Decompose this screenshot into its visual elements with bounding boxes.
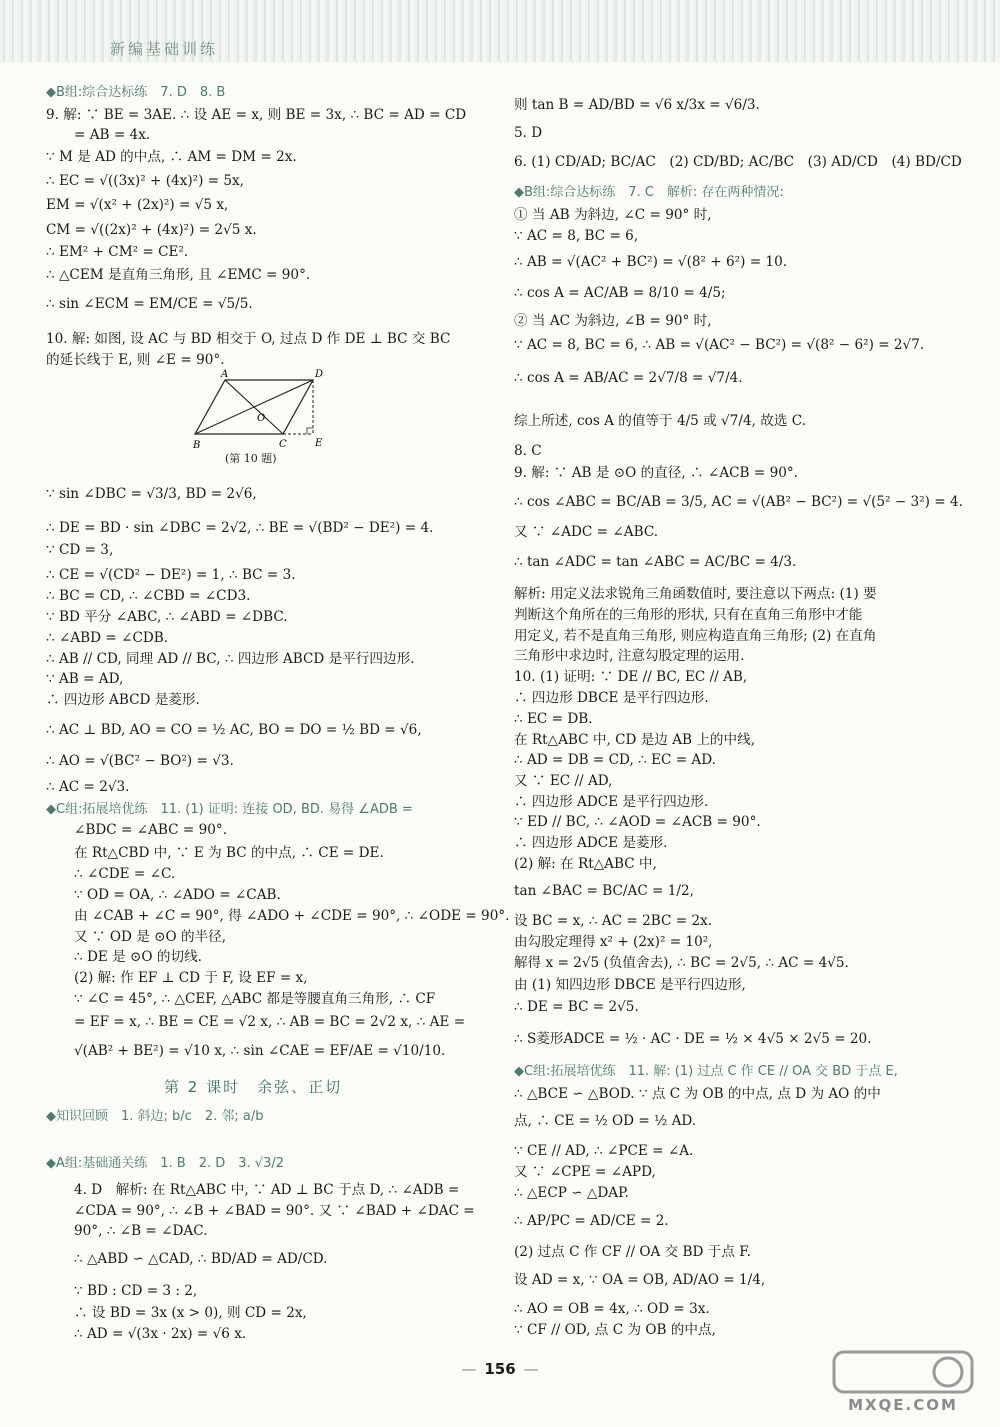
right-text-line: tan ∠BAC = BC/AC = 1/2, (514, 883, 694, 899)
right-text-line: 点, ∴ CE = ½ OD = ½ AD. (514, 1113, 697, 1129)
label-B: B (193, 440, 201, 451)
left-text-line: ∴ EC = √((3x)² + (4x)²) = 5x, (46, 173, 245, 189)
header-title: 新编基础训练 (110, 40, 219, 58)
left-text-line: ∵ BD : CD = 3 : 2, (74, 1283, 198, 1299)
left-text-line: ∴ △CEM 是直角三角形, 且 ∠EMC = 90°. (46, 267, 311, 283)
left-text-line: EM = √(x² + (2x)²) = √5 x, (46, 197, 229, 213)
left-text-line: ∴ ∠ABD = ∠CDB. (46, 630, 169, 646)
left-text-line: ∴ AC = 2√3. (46, 779, 130, 795)
left-text-line: ∴ △ABD ∽ △CAD, ∴ BD/AD = AD/CD. (74, 1251, 328, 1267)
left-text-line: ∴ AD = √(3x · 2x) = √6 x. (74, 1326, 247, 1342)
label-D: D (315, 369, 324, 380)
left-text-line: ∴ ∠CDE = ∠C. (74, 866, 176, 882)
right-text-line: 三角形中求边时, 注意勾股定理的运用. (514, 648, 745, 664)
left-text-line: ◆C组:拓展培优练 11. (1) 证明: 连接 OD, BD. 易得 ∠ADB = (46, 802, 413, 817)
label-A: A (221, 369, 229, 380)
label-O: O (257, 413, 266, 424)
right-text-line: ∴ cos A = AC/AB = 8/10 = 4/5; (514, 285, 726, 301)
right-text-line: (2) 过点 C 作 CF // OA 交 BD 于点 F. (514, 1244, 751, 1260)
right-text-line: 用定义, 若不是直角三角形, 则应构造直角三角形; (2) 在直角 (514, 628, 877, 644)
right-text-line: ∴ cos ∠ABC = BC/AB = 3/5, AC = √(AB² − BC²) = √(5² − 3²) = 4. (514, 494, 963, 510)
left-text-line: 10. 解: 如图, 设 AC 与 BD 相交于 O, 过点 D 作 DE ⊥ BC 交 BC (46, 331, 451, 347)
right-text-line: (2) 解: 在 Rt△ABC 中, (514, 856, 657, 872)
left-text-line: ∴ DE = BD · sin ∠DBC = 2√2, ∴ BE = √(BD² − DE²) = 4. (46, 520, 434, 536)
left-text-line: √(AB² + BE²) = √10 x, ∴ sin ∠CAE = EF/AE = √10/10. (74, 1043, 446, 1059)
right-text-line: 解得 x = 2√5 (负值舍去), ∴ BC = 2√5, ∴ AC = 4√5. (514, 955, 849, 971)
right-text-line: ∴ AB = √(AC² + BC²) = √(8² + 6²) = 10. (514, 254, 788, 270)
left-text-line: ∴ 四边形 ABCD 是菱形. (46, 692, 200, 708)
right-text-line: 又 ∵ EC // AD, (514, 773, 613, 789)
left-text-line: ∴ EM² + CM² = CE². (46, 244, 189, 260)
right-text-line: 设 AD = x, ∵ OA = OB, AD/AO = 1/4, (514, 1272, 766, 1288)
right-text-line: ◆C组:拓展培优练 11. 解: (1) 过点 C 作 CE // OA 交 BD 于点 E, (514, 1064, 898, 1079)
left-text-line: ∠BDC = ∠ABC = 90°. (74, 822, 228, 838)
left-text-line: 4. D 解析: 在 Rt△ABC 中, ∵ AD ⊥ BC 于点 D, ∴ ∠ADB = (74, 1182, 460, 1198)
right-text-line: ∴ 四边形 DBCE 是平行四边形. (514, 690, 709, 706)
left-text-line: CM = √((2x)² + (4x)²) = 2√5 x. (46, 222, 257, 238)
left-text-line: ∴ AO = √(BC² − BO²) = √3. (46, 753, 234, 769)
left-text-line: ∠CDA = 90°, ∴ ∠B + ∠BAD = 90°. 又 ∵ ∠BAD + ∠DAC = (74, 1203, 475, 1219)
left-text-line: ∴ 设 BD = 3x (x > 0), 则 CD = 2x, (74, 1305, 307, 1321)
right-text-line: 则 tan B = AD/BD = √6 x/3x = √6/3. (514, 97, 760, 113)
left-text-line: ◆B组:综合达标练 7. D 8. B (46, 85, 226, 100)
right-text-line: 5. D (514, 125, 543, 141)
page-number: — 156 — (461, 1360, 539, 1378)
right-text-line: 又 ∵ ∠ADC = ∠ABC. (514, 524, 659, 540)
left-text-line: ∵ OD = OA, ∴ ∠ADO = ∠CAB. (74, 887, 281, 903)
right-text-line: ∵ CE // AD, ∴ ∠PCE = ∠A. (514, 1143, 694, 1159)
left-text-line: ∴ DE 是 ⊙O 的切线. (74, 949, 202, 965)
left-text-line: = EF = x, ∴ BE = CE = √2 x, ∴ AB = BC = 2√2 x, ∴ AE = (74, 1014, 466, 1030)
figure-caption: (第 10 题) (225, 452, 277, 465)
left-text-line: 又 ∵ OD 是 ⊙O 的半径, (74, 929, 227, 945)
left-text-line: ∵ sin ∠DBC = √3/3, BD = 2√6, (46, 486, 257, 502)
left-text-line: ◆A组:基础通关练 1. B 2. D 3. √3/2 (46, 1156, 285, 1171)
right-text-line: ∴ △ECP ∽ △DAP. (514, 1185, 629, 1201)
label-E: E (315, 438, 323, 449)
right-text-line: ∵ AC = 8, BC = 6, (514, 228, 639, 244)
left-text-line: ∵ ∠C = 45°, ∴ △CEF, △ABC 都是等腰直角三角形, ∴ CF (74, 991, 436, 1007)
left-text-line: ∴ AB // CD, 同理 AD // BC, ∴ 四边形 ABCD 是平行四边形. (46, 651, 415, 667)
right-text-line: ∵ AC = 8, BC = 6, ∴ AB = √(AC² − BC²) = √(8² − 6²) = 2√7. (514, 337, 925, 353)
left-text-line: ∴ CE = √(CD² − DE²) = 1, ∴ BC = 3. (46, 567, 296, 583)
left-text-line: = AB = 4x. (74, 127, 151, 143)
right-text-line: ∴ 四边形 ADCE 是菱形. (514, 835, 668, 851)
right-text-line: ∴ △BCE ∽ △BOD. ∵ 点 C 为 OB 的中点, 点 D 为 AO 的中 (514, 1086, 881, 1102)
right-text-line: 在 Rt△ABC 中, CD 是边 AB 上的中线, (514, 732, 756, 748)
watermark-text: MXQE.COM (848, 1396, 958, 1414)
right-text-line: ∵ CF // OD, 点 C 为 OB 的中点, (514, 1322, 716, 1338)
right-text-line: 综上所述, cos A 的值等于 4/5 或 √7/4, 故选 C. (514, 413, 806, 429)
left-text-line: 由 ∠CAB + ∠C = 90°, 得 ∠ADO + ∠CDE = 90°, ∴ ∠ODE = 90°. (74, 908, 510, 924)
right-text-line: ∴ AO = OB = 4x, ∴ OD = 3x. (514, 1301, 710, 1317)
right-text-line: ∴ AP/PC = AD/CE = 2. (514, 1213, 669, 1229)
right-text-line: ∵ ED // BC, ∴ ∠AOD = ∠ACB = 90°. (514, 814, 761, 830)
right-text-line: ② 当 AC 为斜边, ∠B = 90° 时, (514, 313, 712, 329)
right-text-line: 8. C (514, 443, 542, 459)
right-text-line: ∴ EC = DB. (514, 711, 593, 727)
left-text-line: 90°, ∴ ∠B = ∠DAC. (74, 1223, 208, 1239)
left-text-line: 的延长线于 E, 则 ∠E = 90°. (46, 352, 225, 368)
right-text-line: 解析: 用定义法求锐角三角函数值时, 要注意以下两点: (1) 要 (514, 586, 877, 602)
label-C: C (279, 439, 287, 450)
left-text-line: ∵ M 是 AD 的中点, ∴ AM = DM = 2x. (46, 149, 297, 165)
page-number-text: 156 (484, 1360, 516, 1378)
left-text-line: ∵ CD = 3, (46, 542, 114, 558)
right-text-line: ∴ 四边形 ADCE 是平行四边形. (514, 794, 709, 810)
header-band (0, 0, 1000, 62)
left-text-line: 在 Rt△CBD 中, ∵ E 为 BC 的中点, ∴ CE = DE. (74, 845, 384, 861)
left-text-line: 第 2 课时 余弦、正切 (164, 1078, 343, 1096)
right-text-line: 由 (1) 知四边形 DBCE 是平行四边形, (514, 977, 746, 993)
right-text-line: 设 BC = x, ∴ AC = 2BC = 2x. (514, 913, 713, 929)
left-text-line: ∴ sin ∠ECM = EM/CE = √5/5. (46, 296, 253, 312)
right-text-line: 判断这个角所在的三角形的形状, 只有在直角三角形中才能 (514, 607, 863, 623)
right-text-line: ① 当 AB 为斜边, ∠C = 90° 时, (514, 207, 712, 223)
left-text-line: ∴ AC ⊥ BD, AO = CO = ½ AC, BO = DO = ½ BD = √6, (46, 722, 422, 738)
figure-10 (195, 368, 335, 464)
watermark (828, 1348, 978, 1414)
left-text-line: (2) 解: 作 EF ⊥ CD 于 F, 设 EF = x, (74, 970, 308, 986)
left-text-line: ∴ BC = CD, ∴ ∠CBD = ∠CD3. (46, 588, 251, 604)
right-text-line: 6. (1) CD/AD; BC/AC (2) CD/BD; AC/BC (3) AD/CD (4) BD/CD (514, 154, 962, 170)
right-text-line: ∴ tan ∠ADC = tan ∠ABC = AC/BC = 4/3. (514, 554, 797, 570)
left-text-line: 9. 解: ∵ BE = 3AE. ∴ 设 AE = x, 则 BE = 3x, ∴ BC = AD = CD (46, 107, 467, 123)
left-text-line: ∵ AB = AD, (46, 671, 124, 687)
right-text-line: 由勾股定理得 x² + (2x)² = 10², (514, 934, 713, 950)
right-text-line: 又 ∵ ∠CPE = ∠APD, (514, 1164, 656, 1180)
right-text-line: ∴ S菱形ADCE = ½ · AC · DE = ½ × 4√5 × 2√5 = 20. (514, 1031, 872, 1047)
left-text-line: ◆知识回顾 1. 斜边; b/c 2. 邻; a/b (46, 1109, 264, 1124)
right-text-line: ◆B组:综合达标练 7. C 解析: 存在两种情况: (514, 185, 784, 200)
right-text-line: 9. 解: ∵ AB 是 ⊙O 的直径, ∴ ∠ACB = 90°. (514, 465, 798, 481)
right-text-line: 10. (1) 证明: ∵ DE // BC, EC // AB, (514, 669, 748, 685)
left-text-line: ∵ BD 平分 ∠ABC, ∴ ∠ABD = ∠DBC. (46, 609, 288, 625)
right-text-line: ∴ cos A = AB/AC = 2√7/8 = √7/4. (514, 370, 743, 386)
right-text-line: ∴ DE = BC = 2√5. (514, 999, 639, 1015)
right-text-line: ∴ AD = DB = CD, ∴ EC = AD. (514, 752, 716, 768)
